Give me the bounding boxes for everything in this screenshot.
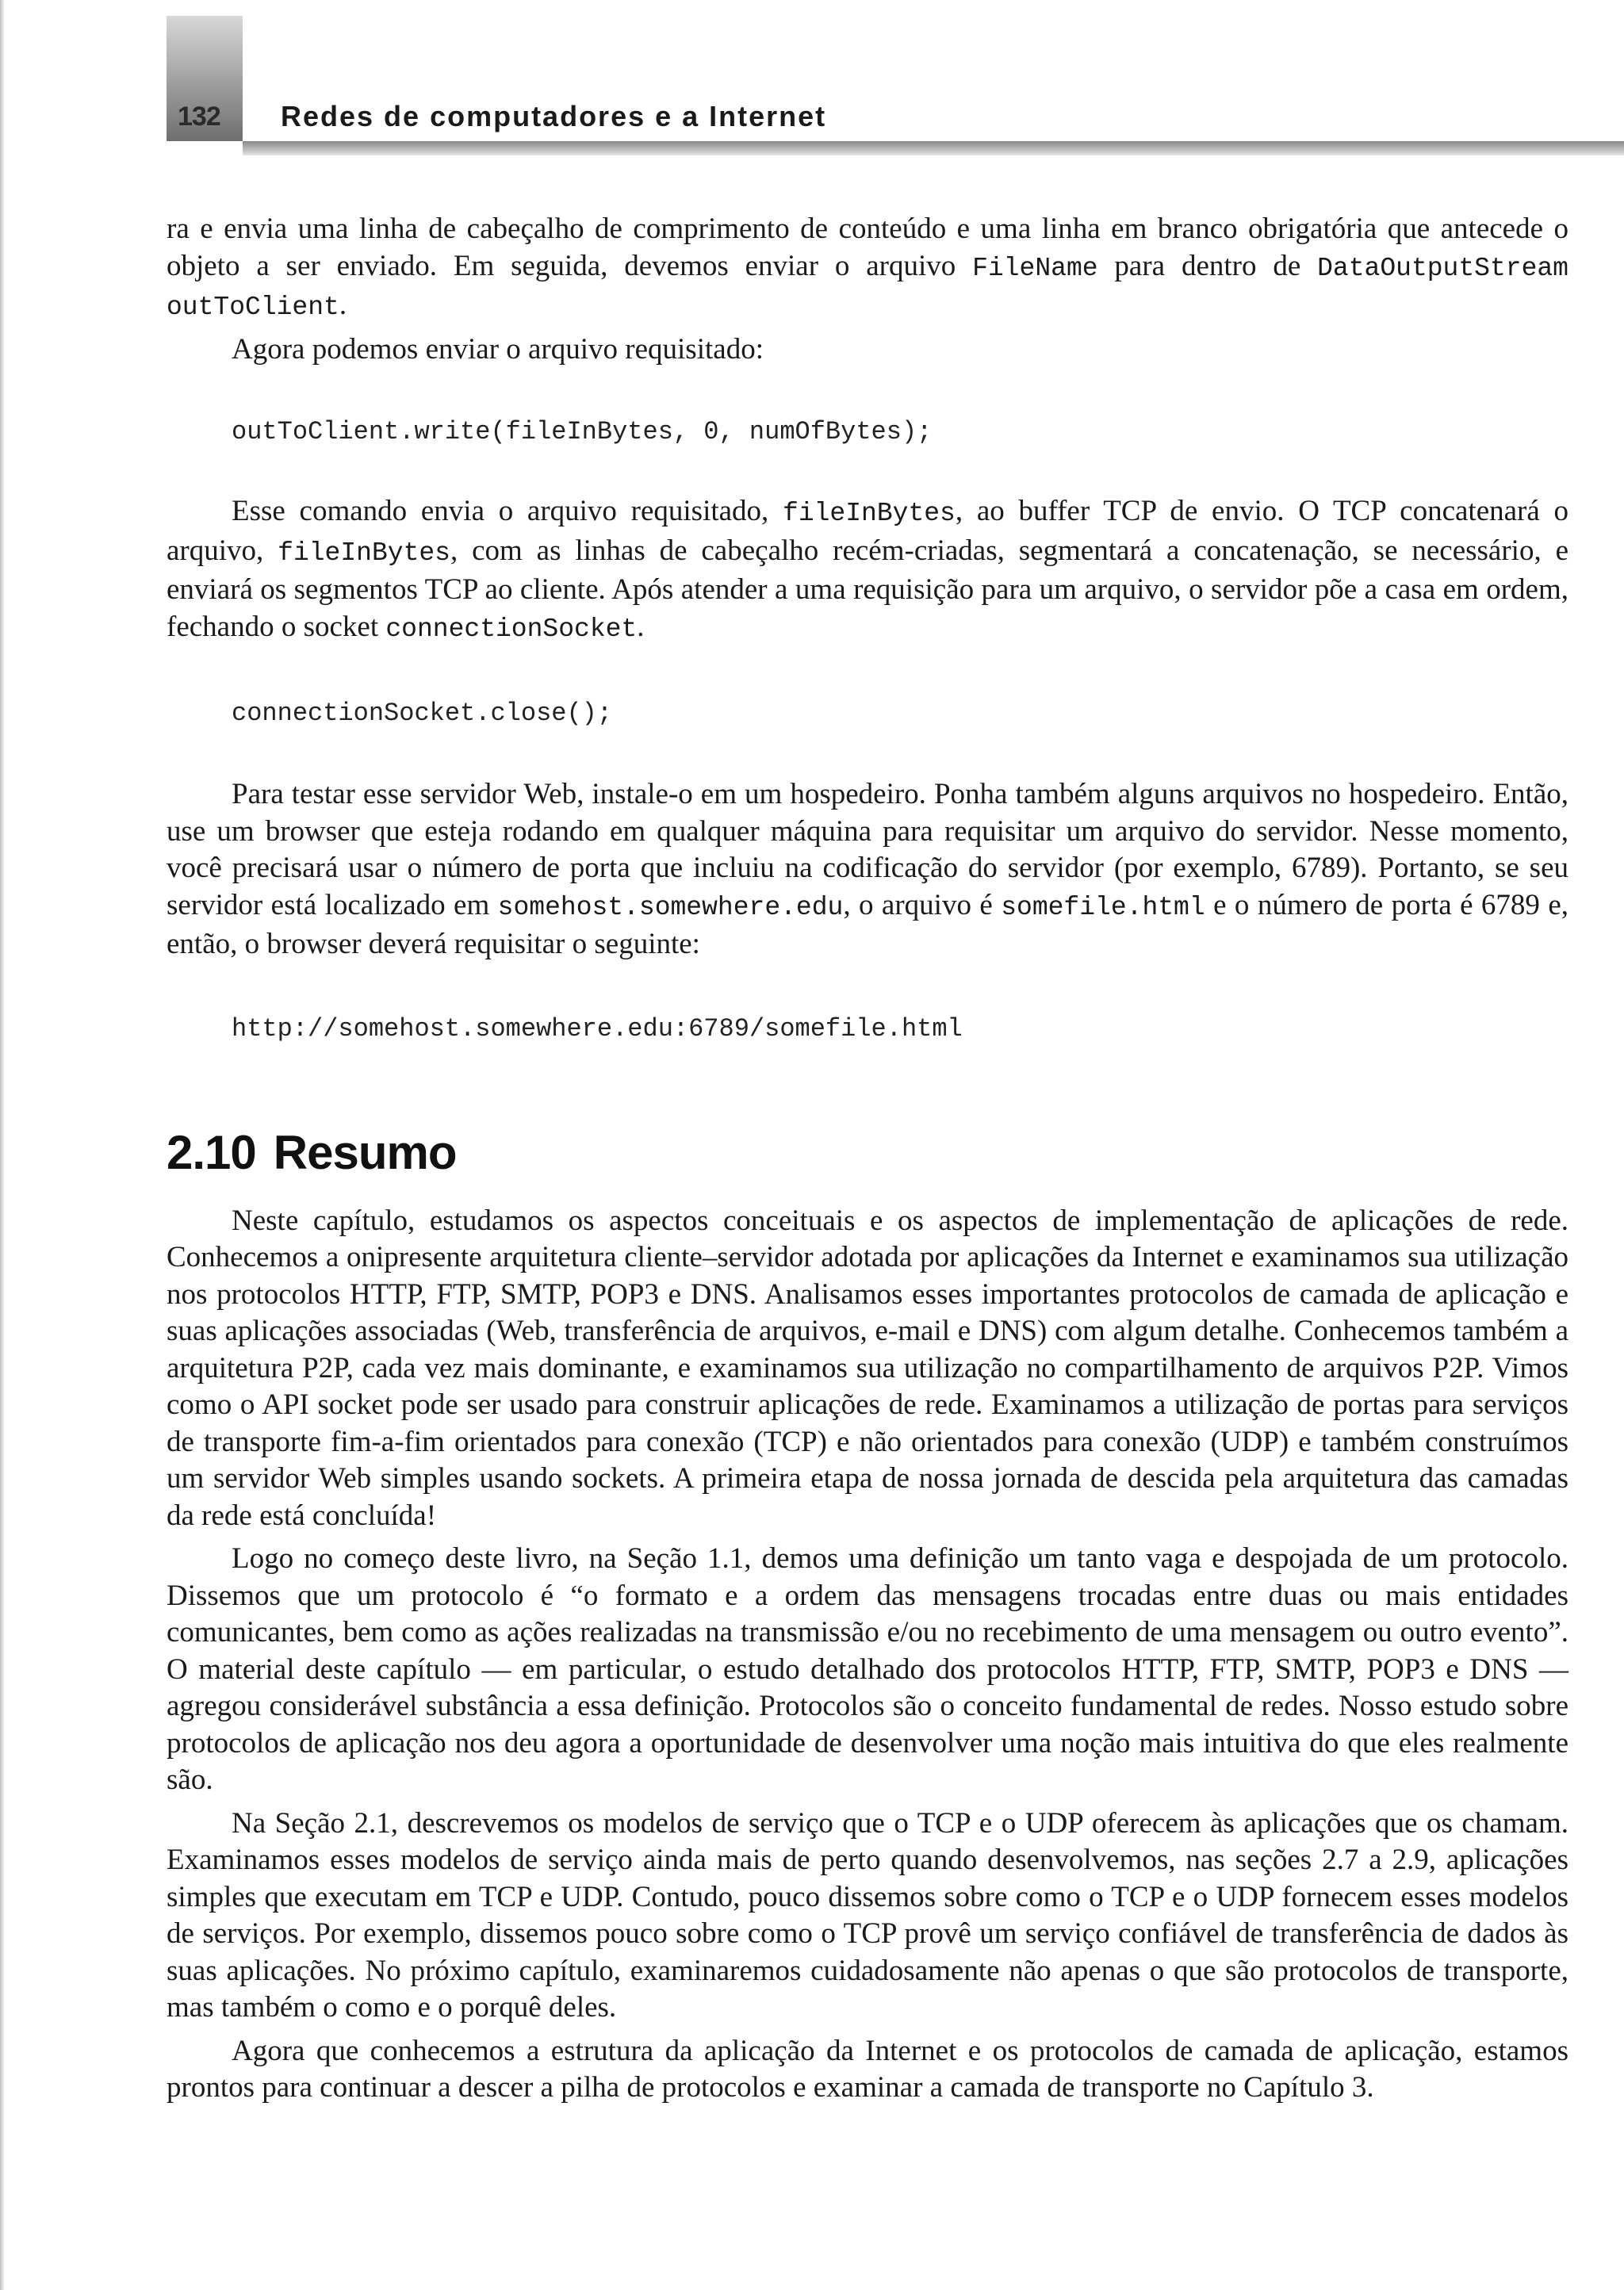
text: para dentro de xyxy=(1097,249,1318,282)
summary-paragraph: Logo no começo deste livro, na Seção 1.1, demos uma definição um tanto vaga e despojada de um protocolo. Dissemos que um protocolo é “o formato e a ordem das mensagens trocadas entre duas ou mais entidades comunicantes, bem como as ações realizadas na transmissão e/ou no recebimento de uma mensagem ou outro evento”. O material deste capítulo — em particular, o estudo detalhado dos protocolos HTTP, FTP, SMTP, POP3 e DNS — agregou considerável substância a essa definição. Protocolos são o conceito fundamental de redes. Nosso estudo sobre protocolos de aplicação nos deu agora a oportunidade de desenvolver uma noção mais intuitiva do que eles realmente são. xyxy=(167,1542,1568,1796)
paragraph xyxy=(167,493,1568,648)
paragraph: Agora podemos enviar o arquivo requisitado: xyxy=(232,332,764,366)
inline-code: connectionSocket xyxy=(385,614,638,644)
text: , com as linhas de cabeçalho recém-criadas, segmentará a concatenação, se necessário, e enviará os segmentos TCP ao cliente. Após atender a uma requisição para um arquivo, o servidor põe a casa em ordem, fechando o socket xyxy=(167,534,1568,643)
running-title: Redes de computadores e a Internet xyxy=(281,100,827,132)
section-heading xyxy=(167,1124,1568,1182)
text: . xyxy=(637,610,645,643)
text: Esse comando envia o arquivo requisitado, xyxy=(232,495,783,527)
paragraph-continuation xyxy=(167,211,1568,327)
section-number: 2.10 xyxy=(167,1125,256,1179)
scan-edge-shadow xyxy=(0,0,5,2290)
summary-paragraph: Agora que conhecemos a estrutura da aplicação da Internet e os protocolos de camada de aplicação, estamos prontos para continuar a descer a pilha de protocolos e examinar a camada de transporte no Capítulo 3. xyxy=(167,2034,1568,2104)
inline-code: DataOutputStream outToClient xyxy=(167,253,1568,322)
paragraph xyxy=(167,776,1568,963)
text: e o número de porta é 6789 e, então, o browser deverá requisitar o seguinte: xyxy=(167,888,1568,960)
text: ra e envia uma linha de cabeçalho de comprimento de conteúdo e uma linha em branco obrigatória que antecede o objeto a ser enviado. Em seguida, devemos enviar o arquivo xyxy=(167,213,1568,282)
text: Para testar esse servidor Web, instale-o em um hospedeiro. Ponha também alguns arquivos no hospedeiro. Então, use um browser que esteja rodando em qualquer máquina para requisitar um arquivo do servidor. Nesse momento, você precisará usar o número de porta que incluiu na codificação do servidor (por exemplo, 6789). Portanto, se seu servidor está localizado em xyxy=(167,778,1568,921)
inline-code: somefile.html xyxy=(1001,892,1205,922)
inline-code: somehost.somewhere.edu xyxy=(497,892,844,922)
summary-paragraph: Na Seção 2.1, descrevemos os modelos de serviço que o TCP e o UDP oferecem às aplicações que os chamam. Examinamos esses modelos de serviço ainda mais de perto quando desenvolvemos, nas seções 2.7 a 2.9, aplicações simples que executam em TCP e UDP. Contudo, pouco dissemos sobre como o TCP e o UDP fornecem esses modelos de serviços. Por exemplo, dissemos pouco sobre como o TCP provê um serviço confiável de transferência de dados às suas aplicações. No próximo capítulo, examinaremos cuidadosamente não apenas o que são protocolos de transporte, mas também o como e o porquê deles. xyxy=(167,1806,1568,2024)
section-title: Resumo xyxy=(273,1125,457,1179)
code-line: http://somehost.somewhere.edu:6789/somefile.html xyxy=(232,1013,963,1044)
header-rule xyxy=(243,141,1624,155)
text: . xyxy=(339,289,347,321)
text: , o arquivo é xyxy=(843,888,1002,921)
inline-code: fileInBytes xyxy=(783,499,956,528)
code-line: connectionSocket.close(); xyxy=(232,699,613,728)
running-header xyxy=(167,16,1624,157)
page-number: 132 xyxy=(178,101,220,132)
page-number-tab xyxy=(167,16,243,141)
page-body xyxy=(167,211,1568,2107)
text: , ao buffer TCP de envio. O TCP concatenará o arquivo, xyxy=(167,495,1568,567)
code-line: outToClient.write(fileInBytes, 0, numOfBytes); xyxy=(232,417,933,446)
summary-paragraph: Neste capítulo, estudamos os aspectos conceituais e os aspectos de implementação de aplicações de rede. Conhecemos a onipresente arquitetura cliente–servidor adotada por aplicações da Internet e examinamos sua utilização nos protocolos HTTP, FTP, SMTP, POP3 e DNS. Analisamos esses importantes protocolos de camada de aplicação e suas aplicações associadas (Web, transferência de arquivos, e-mail e DNS) com algum detalhe. Conhecemos também a arquitetura P2P, cada vez mais dominante, e examinamos sua utilização no compartilhamento de arquivos P2P. Vimos como o API socket pode ser usado para construir aplicações de rede. Examinamos a utilização de portas para serviços de transporte fim-a-fim orientados para conexão (TCP) e não orientados para conexão (UDP) e também construímos um servidor Web simples usando sockets. A primeira etapa de nossa jornada de descida pela arquitetura das camadas da rede está concluída! xyxy=(167,1204,1568,1532)
inline-code: FileName xyxy=(972,253,1098,283)
inline-code: fileInBytes xyxy=(278,538,450,568)
